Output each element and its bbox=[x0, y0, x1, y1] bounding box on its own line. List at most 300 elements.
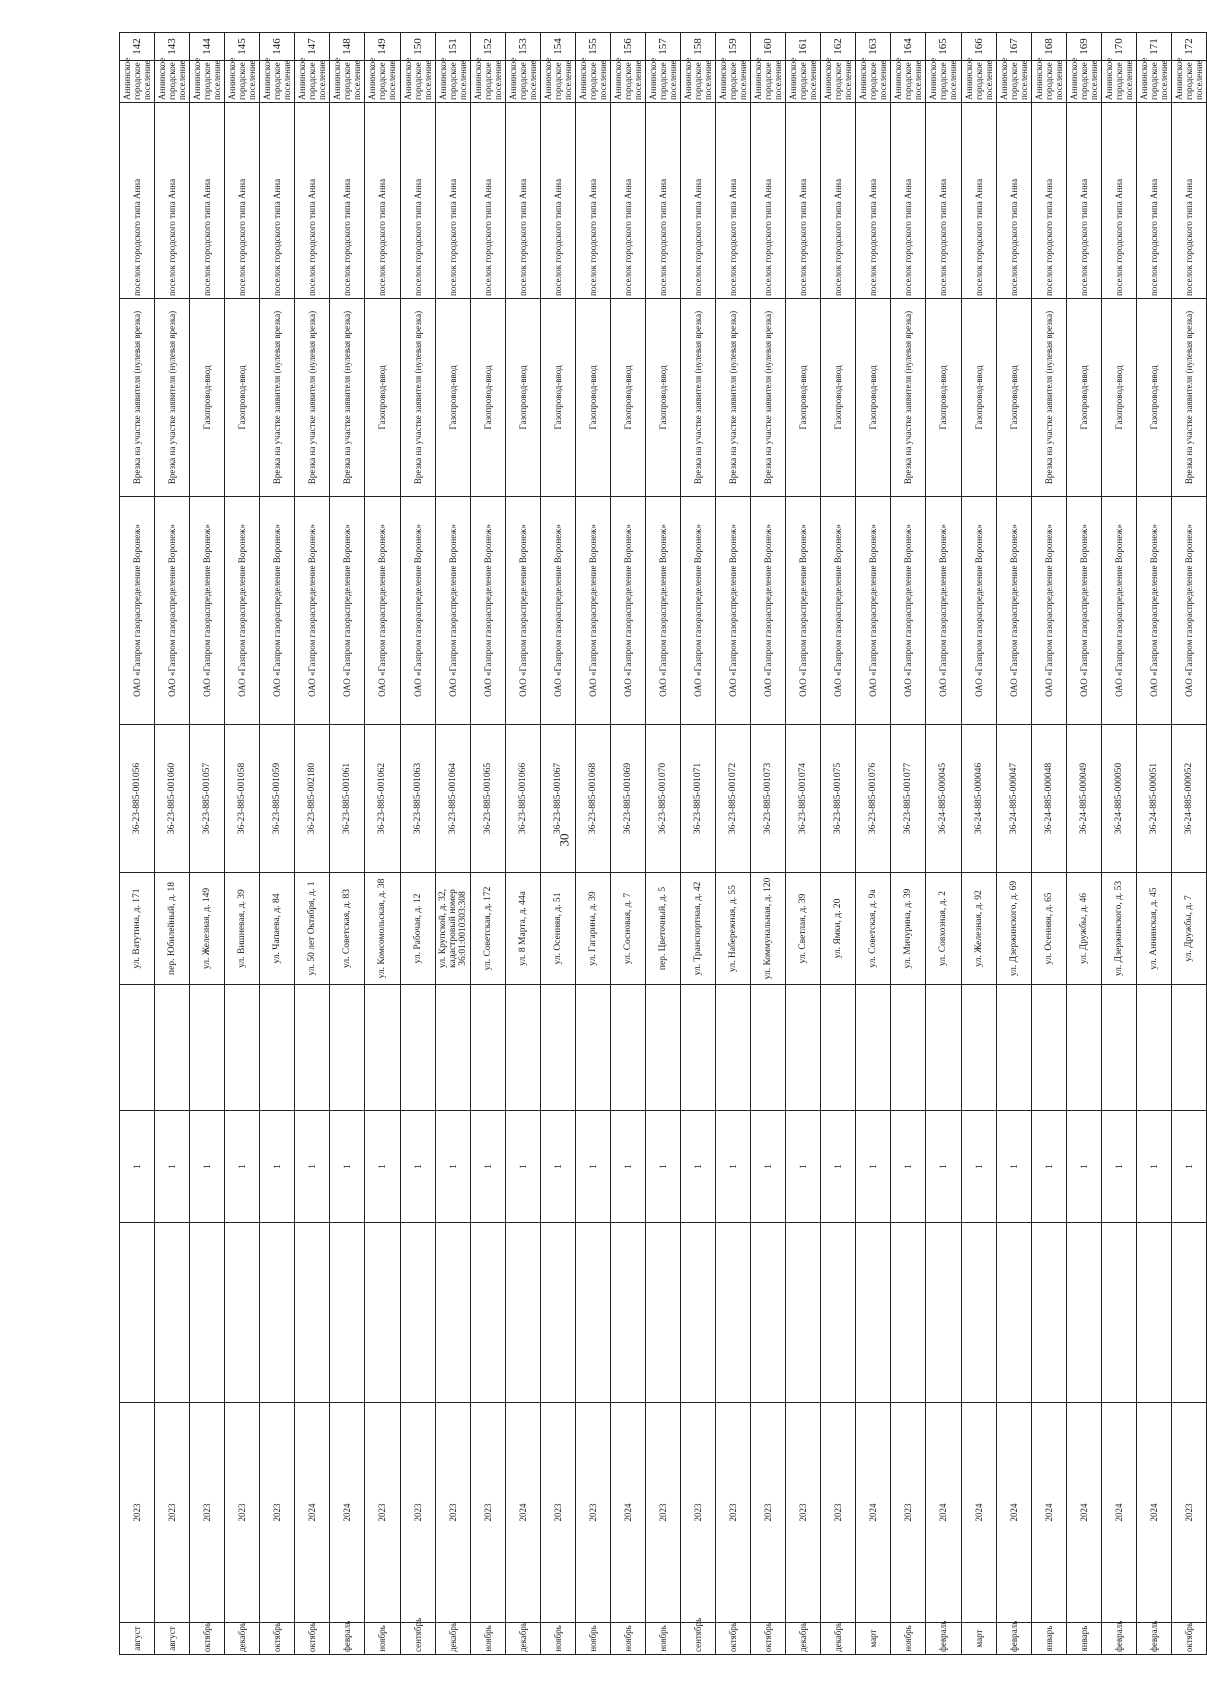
blank-col-b-cell bbox=[1066, 1223, 1101, 1403]
settlement-cell: Аннинское городское поселение bbox=[435, 61, 470, 103]
row-number-cell: 157 bbox=[645, 33, 680, 61]
month-cell: ноябрь bbox=[891, 1623, 926, 1655]
connection-type-cell: Врезка на участке заявителя (нулевая врезка) bbox=[295, 299, 330, 497]
locality-cell: поселок городского типа Анна bbox=[400, 103, 435, 299]
blank-col-a-cell bbox=[1171, 985, 1206, 1111]
year-cell: 2023 bbox=[365, 1403, 400, 1623]
blank-col-a-cell bbox=[540, 985, 575, 1111]
quantity-cell: 1 bbox=[1171, 1111, 1206, 1223]
request-number-cell: 36-23-885-001068 bbox=[575, 725, 610, 873]
settlement-cell: Аннинское городское поселение bbox=[295, 61, 330, 103]
month-cell: январь bbox=[1031, 1623, 1066, 1655]
year-cell: 2024 bbox=[610, 1403, 645, 1623]
blank-col-b-cell bbox=[996, 1223, 1031, 1403]
row-number-cell: 160 bbox=[751, 33, 786, 61]
request-number-cell: 36-23-885-001073 bbox=[751, 725, 786, 873]
address-cell: ул. Гагарина, д. 39 bbox=[575, 873, 610, 985]
request-number-cell: 36-23-885-001062 bbox=[365, 725, 400, 873]
address-cell: ул. Набережная, д. 55 bbox=[716, 873, 751, 985]
gas-company-cell: ОАО «Газпром газораспределение Воронеж» bbox=[435, 497, 470, 725]
blank-col-a-cell bbox=[330, 985, 365, 1111]
table-row bbox=[961, 33, 996, 1655]
blank-col-a-cell bbox=[260, 985, 295, 1111]
request-number-cell: 36-23-885-001077 bbox=[891, 725, 926, 873]
settlement-cell: Аннинское городское поселение bbox=[1031, 61, 1066, 103]
year-cell: 2023 bbox=[891, 1403, 926, 1623]
address-cell: ул. Рабочая, д. 12 bbox=[400, 873, 435, 985]
settlement-cell: Аннинское городское поселение bbox=[926, 61, 961, 103]
connection-type-cell: Врезка на участке заявителя (нулевая врезка) bbox=[681, 299, 716, 497]
address-cell: ул. Ямки, д. 20 bbox=[821, 873, 856, 985]
month-cell: февраль bbox=[996, 1623, 1031, 1655]
year-cell: 2024 bbox=[996, 1403, 1031, 1623]
table-row bbox=[1136, 33, 1171, 1655]
month-cell: март bbox=[856, 1623, 891, 1655]
quantity-cell: 1 bbox=[645, 1111, 680, 1223]
row-number-cell: 147 bbox=[295, 33, 330, 61]
table-row bbox=[1031, 33, 1066, 1655]
blank-col-b-cell bbox=[751, 1223, 786, 1403]
month-cell: август bbox=[155, 1623, 190, 1655]
quantity-cell: 1 bbox=[400, 1111, 435, 1223]
year-cell: 2023 bbox=[1171, 1403, 1206, 1623]
blank-col-a-cell bbox=[505, 985, 540, 1111]
table-row bbox=[435, 33, 470, 1655]
connection-type-cell: Газопровод-ввод bbox=[1101, 299, 1136, 497]
table-row bbox=[856, 33, 891, 1655]
year-cell: 2023 bbox=[470, 1403, 505, 1623]
request-number-cell: 36-24-885-000050 bbox=[1101, 725, 1136, 873]
address-cell: ул. Советская, д. 172 bbox=[470, 873, 505, 985]
locality-cell: поселок городского типа Анна bbox=[751, 103, 786, 299]
year-cell: 2024 bbox=[1101, 1403, 1136, 1623]
locality-cell: поселок городского типа Анна bbox=[610, 103, 645, 299]
locality-cell: поселок городского типа Анна bbox=[856, 103, 891, 299]
settlement-cell: Аннинское городское поселение bbox=[891, 61, 926, 103]
table-row bbox=[891, 33, 926, 1655]
gas-company-cell: ОАО «Газпром газораспределение Воронеж» bbox=[716, 497, 751, 725]
locality-cell: поселок городского типа Анна bbox=[926, 103, 961, 299]
table-row bbox=[610, 33, 645, 1655]
locality-cell: поселок городского типа Анна bbox=[575, 103, 610, 299]
settlement-cell: Аннинское городское поселение bbox=[751, 61, 786, 103]
blank-col-b-cell bbox=[260, 1223, 295, 1403]
locality-cell: поселок городского типа Анна bbox=[1171, 103, 1206, 299]
blank-col-a-cell bbox=[786, 985, 821, 1111]
locality-cell: поселок городского типа Анна bbox=[1136, 103, 1171, 299]
locality-cell: поселок городского типа Анна bbox=[260, 103, 295, 299]
connection-type-cell: Врезка на участке заявителя (нулевая врезка) bbox=[330, 299, 365, 497]
year-cell: 2023 bbox=[190, 1403, 225, 1623]
gas-company-cell: ОАО «Газпром газораспределение Воронеж» bbox=[120, 497, 155, 725]
locality-cell: поселок городского типа Анна bbox=[681, 103, 716, 299]
blank-col-a-cell bbox=[610, 985, 645, 1111]
blank-col-b-cell bbox=[716, 1223, 751, 1403]
blank-col-b-cell bbox=[961, 1223, 996, 1403]
settlement-cell: Аннинское городское поселение bbox=[470, 61, 505, 103]
quantity-cell: 1 bbox=[365, 1111, 400, 1223]
address-cell: ул. Дзержинского, д. 69 bbox=[996, 873, 1031, 985]
gas-company-cell: ОАО «Газпром газораспределение Воронеж» bbox=[1101, 497, 1136, 725]
address-cell: ул. Советская, д. 9а bbox=[856, 873, 891, 985]
quantity-cell: 1 bbox=[155, 1111, 190, 1223]
month-cell: ноябрь bbox=[365, 1623, 400, 1655]
request-number-cell: 36-23-885-001069 bbox=[610, 725, 645, 873]
request-number-cell: 36-23-885-001065 bbox=[470, 725, 505, 873]
gas-company-cell: ОАО «Газпром газораспределение Воронеж» bbox=[891, 497, 926, 725]
connection-type-cell: Газопровод-ввод bbox=[1066, 299, 1101, 497]
quantity-cell: 1 bbox=[716, 1111, 751, 1223]
connection-type-cell: Врезка на участке заявителя (нулевая врезка) bbox=[400, 299, 435, 497]
year-cell: 2023 bbox=[575, 1403, 610, 1623]
quantity-cell: 1 bbox=[856, 1111, 891, 1223]
address-cell: ул. Светлая, д. 39 bbox=[786, 873, 821, 985]
quantity-cell: 1 bbox=[1031, 1111, 1066, 1223]
address-cell: ул. Чапаева, д. 84 bbox=[260, 873, 295, 985]
row-number-cell: 144 bbox=[190, 33, 225, 61]
address-cell: ул. Коммунальная, д. 120 bbox=[751, 873, 786, 985]
month-cell: декабрь bbox=[225, 1623, 260, 1655]
year-cell: 2024 bbox=[1136, 1403, 1171, 1623]
blank-col-b-cell bbox=[120, 1223, 155, 1403]
blank-col-b-cell bbox=[926, 1223, 961, 1403]
locality-cell: поселок городского типа Анна bbox=[961, 103, 996, 299]
year-cell: 2023 bbox=[821, 1403, 856, 1623]
request-number-cell: 36-23-885-001058 bbox=[225, 725, 260, 873]
connection-type-cell: Газопровод-ввод bbox=[821, 299, 856, 497]
request-number-cell: 36-23-885-001057 bbox=[190, 725, 225, 873]
blank-col-a-cell bbox=[155, 985, 190, 1111]
blank-col-a-cell bbox=[856, 985, 891, 1111]
month-cell: март bbox=[961, 1623, 996, 1655]
locality-cell: поселок городского типа Анна bbox=[225, 103, 260, 299]
address-cell: ул. Дзержинского, д. 53 bbox=[1101, 873, 1136, 985]
gas-company-cell: ОАО «Газпром газораспределение Воронеж» bbox=[1031, 497, 1066, 725]
connection-type-cell: Газопровод-ввод bbox=[645, 299, 680, 497]
address-cell: ул. Дружбы, д. 7 bbox=[1171, 873, 1206, 985]
table-row bbox=[821, 33, 856, 1655]
address-cell: пер. Юбилейный, д. 18 bbox=[155, 873, 190, 985]
settlement-cell: Аннинское городское поселение bbox=[330, 61, 365, 103]
row-number-cell: 155 bbox=[575, 33, 610, 61]
settlement-cell: Аннинское городское поселение bbox=[1136, 61, 1171, 103]
connection-type-cell: Врезка на участке заявителя (нулевая врезка) bbox=[751, 299, 786, 497]
page-number: 30 bbox=[556, 833, 572, 847]
request-number-cell: 36-23-885-001076 bbox=[856, 725, 891, 873]
address-cell: ул. Вишневая, д. 39 bbox=[225, 873, 260, 985]
table-row bbox=[751, 33, 786, 1655]
month-cell: ноябрь bbox=[540, 1623, 575, 1655]
table-row bbox=[996, 33, 1031, 1655]
month-cell: февраль bbox=[1136, 1623, 1171, 1655]
row-number-cell: 171 bbox=[1136, 33, 1171, 61]
locality-cell: поселок городского типа Анна bbox=[1031, 103, 1066, 299]
gas-company-cell: ОАО «Газпром газораспределение Воронеж» bbox=[330, 497, 365, 725]
quantity-cell: 1 bbox=[891, 1111, 926, 1223]
quantity-cell: 1 bbox=[190, 1111, 225, 1223]
locality-cell: поселок городского типа Анна bbox=[996, 103, 1031, 299]
year-cell: 2023 bbox=[435, 1403, 470, 1623]
document-page bbox=[119, 33, 1207, 1655]
blank-col-b-cell bbox=[225, 1223, 260, 1403]
gas-company-cell: ОАО «Газпром газораспределение Воронеж» bbox=[190, 497, 225, 725]
row-number-cell: 146 bbox=[260, 33, 295, 61]
blank-col-b-cell bbox=[400, 1223, 435, 1403]
blank-col-b-cell bbox=[786, 1223, 821, 1403]
blank-col-b-cell bbox=[1031, 1223, 1066, 1403]
quantity-cell: 1 bbox=[751, 1111, 786, 1223]
quantity-cell: 1 bbox=[540, 1111, 575, 1223]
settlement-cell: Аннинское городское поселение bbox=[400, 61, 435, 103]
blank-col-a-cell bbox=[961, 985, 996, 1111]
blank-col-a-cell bbox=[996, 985, 1031, 1111]
quantity-cell: 1 bbox=[575, 1111, 610, 1223]
gas-company-cell: ОАО «Газпром газораспределение Воронеж» bbox=[610, 497, 645, 725]
table-row bbox=[295, 33, 330, 1655]
connection-type-cell: Газопровод-ввод bbox=[505, 299, 540, 497]
month-cell: октябрь bbox=[716, 1623, 751, 1655]
address-cell: ул. Крупской, д. 32, кадастровый номер 36:01:0010303:308 bbox=[435, 873, 470, 985]
year-cell: 2023 bbox=[155, 1403, 190, 1623]
request-number-cell: 36-24-885-000047 bbox=[996, 725, 1031, 873]
quantity-cell: 1 bbox=[225, 1111, 260, 1223]
connection-type-cell: Газопровод-ввод bbox=[610, 299, 645, 497]
request-number-cell: 36-23-885-002180 bbox=[295, 725, 330, 873]
year-cell: 2023 bbox=[681, 1403, 716, 1623]
locality-cell: поселок городского типа Анна bbox=[330, 103, 365, 299]
gas-company-cell: ОАО «Газпром газораспределение Воронеж» bbox=[295, 497, 330, 725]
month-cell: декабрь bbox=[505, 1623, 540, 1655]
year-cell: 2023 bbox=[540, 1403, 575, 1623]
quantity-cell: 1 bbox=[330, 1111, 365, 1223]
blank-col-a-cell bbox=[470, 985, 505, 1111]
settlement-cell: Аннинское городское поселение bbox=[1101, 61, 1136, 103]
blank-col-b-cell bbox=[575, 1223, 610, 1403]
row-number-cell: 151 bbox=[435, 33, 470, 61]
row-number-cell: 156 bbox=[610, 33, 645, 61]
locality-cell: поселок городского типа Анна bbox=[821, 103, 856, 299]
blank-col-b-cell bbox=[435, 1223, 470, 1403]
gas-company-cell: ОАО «Газпром газораспределение Воронеж» bbox=[681, 497, 716, 725]
year-cell: 2023 bbox=[260, 1403, 295, 1623]
settlement-cell: Аннинское городское поселение bbox=[645, 61, 680, 103]
row-number-cell: 169 bbox=[1066, 33, 1101, 61]
request-number-cell: 36-23-885-001071 bbox=[681, 725, 716, 873]
settlement-cell: Аннинское городское поселение bbox=[540, 61, 575, 103]
table-row bbox=[716, 33, 751, 1655]
table-row bbox=[260, 33, 295, 1655]
gas-company-cell: ОАО «Газпром газораспределение Воронеж» bbox=[225, 497, 260, 725]
blank-col-a-cell bbox=[365, 985, 400, 1111]
request-number-cell: 36-24-885-000049 bbox=[1066, 725, 1101, 873]
table-row bbox=[330, 33, 365, 1655]
row-number-cell: 164 bbox=[891, 33, 926, 61]
year-cell: 2024 bbox=[1066, 1403, 1101, 1623]
settlement-cell: Аннинское городское поселение bbox=[365, 61, 400, 103]
connection-type-cell: Газопровод-ввод bbox=[856, 299, 891, 497]
year-cell: 2024 bbox=[505, 1403, 540, 1623]
address-cell: ул. Железная, д. 92 bbox=[961, 873, 996, 985]
quantity-cell: 1 bbox=[1136, 1111, 1171, 1223]
blank-col-a-cell bbox=[926, 985, 961, 1111]
request-number-cell: 36-24-885-000046 bbox=[961, 725, 996, 873]
quantity-cell: 1 bbox=[120, 1111, 155, 1223]
year-cell: 2024 bbox=[1031, 1403, 1066, 1623]
month-cell: январь bbox=[1066, 1623, 1101, 1655]
year-cell: 2024 bbox=[856, 1403, 891, 1623]
locality-cell: поселок городского типа Анна bbox=[120, 103, 155, 299]
table-row bbox=[365, 33, 400, 1655]
address-cell: ул. Дружбы, д. 46 bbox=[1066, 873, 1101, 985]
blank-col-b-cell bbox=[295, 1223, 330, 1403]
gas-company-cell: ОАО «Газпром газораспределение Воронеж» bbox=[505, 497, 540, 725]
quantity-cell: 1 bbox=[786, 1111, 821, 1223]
quantity-cell: 1 bbox=[295, 1111, 330, 1223]
quantity-cell: 1 bbox=[961, 1111, 996, 1223]
table-row bbox=[540, 33, 575, 1655]
connection-type-cell: Врезка на участке заявителя (нулевая врезка) bbox=[1031, 299, 1066, 497]
blank-col-a-cell bbox=[400, 985, 435, 1111]
address-cell: ул. Советская, д. 83 bbox=[330, 873, 365, 985]
gas-company-cell: ОАО «Газпром газораспределение Воронеж» bbox=[1136, 497, 1171, 725]
blank-col-a-cell bbox=[1031, 985, 1066, 1111]
connection-type-cell: Врезка на участке заявителя (нулевая врезка) bbox=[716, 299, 751, 497]
gas-company-cell: ОАО «Газпром газораспределение Воронеж» bbox=[1066, 497, 1101, 725]
locality-cell: поселок городского типа Анна bbox=[891, 103, 926, 299]
row-number-cell: 170 bbox=[1101, 33, 1136, 61]
blank-col-b-cell bbox=[681, 1223, 716, 1403]
locality-cell: поселок городского типа Анна bbox=[190, 103, 225, 299]
month-cell: ноябрь bbox=[575, 1623, 610, 1655]
settlement-cell: Аннинское городское поселение bbox=[225, 61, 260, 103]
connection-type-cell: Врезка на участке заявителя (нулевая врезка) bbox=[891, 299, 926, 497]
connection-type-cell: Газопровод-ввод bbox=[996, 299, 1031, 497]
row-number-cell: 145 bbox=[225, 33, 260, 61]
month-cell: декабрь bbox=[435, 1623, 470, 1655]
settlement-cell: Аннинское городское поселение bbox=[1066, 61, 1101, 103]
month-cell: ноябрь bbox=[610, 1623, 645, 1655]
row-number-cell: 152 bbox=[470, 33, 505, 61]
connection-type-cell: Газопровод-ввод bbox=[575, 299, 610, 497]
table-row bbox=[1171, 33, 1206, 1655]
connection-type-cell: Врезка на участке заявителя (нулевая врезка) bbox=[260, 299, 295, 497]
blank-col-b-cell bbox=[610, 1223, 645, 1403]
gas-company-cell: ОАО «Газпром газораспределение Воронеж» bbox=[926, 497, 961, 725]
blank-col-a-cell bbox=[681, 985, 716, 1111]
year-cell: 2024 bbox=[330, 1403, 365, 1623]
quantity-cell: 1 bbox=[610, 1111, 645, 1223]
address-cell: ул. Аннинская, д. 45 bbox=[1136, 873, 1171, 985]
locality-cell: поселок городского типа Анна bbox=[716, 103, 751, 299]
address-cell: ул. Осенняя, д. 51 bbox=[540, 873, 575, 985]
table-row bbox=[470, 33, 505, 1655]
table-row bbox=[926, 33, 961, 1655]
blank-col-b-cell bbox=[190, 1223, 225, 1403]
table-row bbox=[190, 33, 225, 1655]
gas-company-cell: ОАО «Газпром газораспределение Воронеж» bbox=[400, 497, 435, 725]
year-cell: 2023 bbox=[645, 1403, 680, 1623]
blank-col-b-cell bbox=[155, 1223, 190, 1403]
request-number-cell: 36-23-885-001061 bbox=[330, 725, 365, 873]
quantity-cell: 1 bbox=[1101, 1111, 1136, 1223]
quantity-cell: 1 bbox=[821, 1111, 856, 1223]
settlement-cell: Аннинское городское поселение bbox=[961, 61, 996, 103]
gas-company-cell: ОАО «Газпром газораспределение Воронеж» bbox=[470, 497, 505, 725]
row-number-cell: 154 bbox=[540, 33, 575, 61]
blank-col-b-cell bbox=[540, 1223, 575, 1403]
table-body bbox=[120, 33, 1207, 1655]
month-cell: ноябрь bbox=[470, 1623, 505, 1655]
request-number-cell: 36-23-885-001056 bbox=[120, 725, 155, 873]
request-number-cell: 36-23-885-001075 bbox=[821, 725, 856, 873]
connection-type-cell: Газопровод-ввод bbox=[926, 299, 961, 497]
table-row bbox=[120, 33, 155, 1655]
gas-company-cell: ОАО «Газпром газораспределение Воронеж» bbox=[961, 497, 996, 725]
blank-col-a-cell bbox=[716, 985, 751, 1111]
settlement-cell: Аннинское городское поселение bbox=[716, 61, 751, 103]
request-number-cell: 36-23-885-001064 bbox=[435, 725, 470, 873]
table-row bbox=[400, 33, 435, 1655]
month-cell: октябрь bbox=[190, 1623, 225, 1655]
year-cell: 2023 bbox=[120, 1403, 155, 1623]
request-number-cell: 36-23-885-001072 bbox=[716, 725, 751, 873]
blank-col-b-cell bbox=[505, 1223, 540, 1403]
connection-type-cell: Газопровод-ввод bbox=[225, 299, 260, 497]
year-cell: 2023 bbox=[751, 1403, 786, 1623]
month-cell: октябрь bbox=[1171, 1623, 1206, 1655]
connection-type-cell: Врезка на участке заявителя (нулевая врезка) bbox=[1171, 299, 1206, 497]
gas-company-cell: ОАО «Газпром газораспределение Воронеж» bbox=[1171, 497, 1206, 725]
locality-cell: поселок городского типа Анна bbox=[295, 103, 330, 299]
year-cell: 2024 bbox=[961, 1403, 996, 1623]
row-number-cell: 168 bbox=[1031, 33, 1066, 61]
year-cell: 2023 bbox=[400, 1403, 435, 1623]
connection-type-cell: Врезка на участке заявителя (нулевая врезка) bbox=[155, 299, 190, 497]
row-number-cell: 166 bbox=[961, 33, 996, 61]
connection-type-cell: Врезка на участке заявителя (нулевая врезка) bbox=[120, 299, 155, 497]
row-number-cell: 142 bbox=[120, 33, 155, 61]
connection-type-cell: Газопровод-ввод bbox=[470, 299, 505, 497]
gasification-table bbox=[119, 32, 1207, 1655]
year-cell: 2024 bbox=[926, 1403, 961, 1623]
connection-type-cell: Газопровод-ввод bbox=[1136, 299, 1171, 497]
address-cell: ул. Совхозная, д. 2 bbox=[926, 873, 961, 985]
address-cell: ул. Ватутина, д. 171 bbox=[120, 873, 155, 985]
request-number-cell: 36-23-885-001067 bbox=[540, 725, 575, 873]
month-cell: февраль bbox=[330, 1623, 365, 1655]
request-number-cell: 36-23-885-001059 bbox=[260, 725, 295, 873]
settlement-cell: Аннинское городское поселение bbox=[260, 61, 295, 103]
blank-col-a-cell bbox=[645, 985, 680, 1111]
month-cell: сентябрь bbox=[400, 1623, 435, 1655]
blank-col-b-cell bbox=[821, 1223, 856, 1403]
address-cell: ул. 8 Марта, д. 44а bbox=[505, 873, 540, 985]
quantity-cell: 1 bbox=[505, 1111, 540, 1223]
quantity-cell: 1 bbox=[1066, 1111, 1101, 1223]
gas-company-cell: ОАО «Газпром газораспределение Воронеж» bbox=[540, 497, 575, 725]
settlement-cell: Аннинское городское поселение bbox=[1171, 61, 1206, 103]
gas-company-cell: ОАО «Газпром газораспределение Воронеж» bbox=[996, 497, 1031, 725]
blank-col-a-cell bbox=[1136, 985, 1171, 1111]
settlement-cell: Аннинское городское поселение bbox=[155, 61, 190, 103]
month-cell: сентябрь bbox=[681, 1623, 716, 1655]
row-number-cell: 143 bbox=[155, 33, 190, 61]
request-number-cell: 36-24-885-000051 bbox=[1136, 725, 1171, 873]
blank-col-b-cell bbox=[645, 1223, 680, 1403]
connection-type-cell: Газопровод-ввод bbox=[365, 299, 400, 497]
blank-col-b-cell bbox=[365, 1223, 400, 1403]
table-row bbox=[681, 33, 716, 1655]
